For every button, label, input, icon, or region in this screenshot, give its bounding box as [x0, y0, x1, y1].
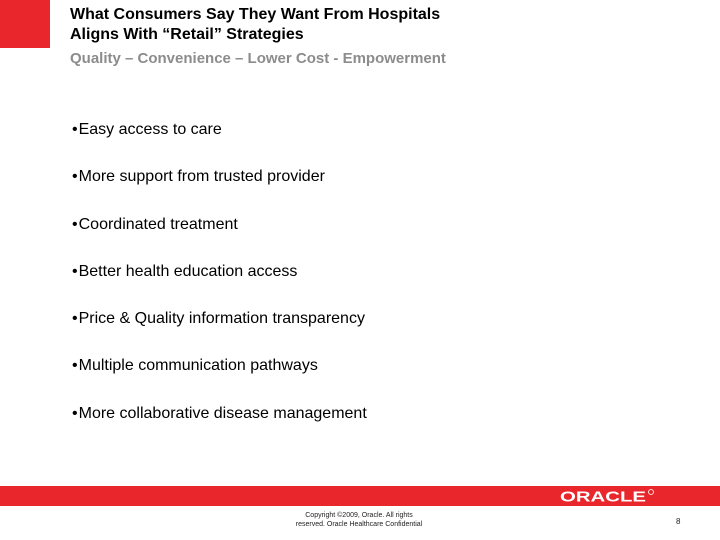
bullet-text: Price & Quality information transparency — [78, 310, 365, 328]
bullet-item — [72, 405, 367, 452]
header-red-tab — [0, 0, 50, 48]
copyright-line-2: reserved. Oracle Healthcare Confidential — [295, 521, 423, 528]
bullet-glyph: • — [72, 215, 78, 233]
bullet-glyph: • — [72, 357, 78, 375]
copyright-line-1: Copyright ©2009, Oracle. All rights — [305, 512, 413, 519]
bullet-list — [72, 121, 367, 452]
bullet-item — [72, 216, 367, 263]
bullet-text: Easy access to care — [78, 121, 222, 138]
bullet-item — [72, 263, 367, 310]
copyright-notice — [274, 511, 444, 529]
oracle-logo — [560, 488, 656, 504]
bullet-item — [72, 310, 367, 357]
slide-title — [70, 5, 690, 45]
page-number: 8 — [676, 517, 681, 526]
title-line-1: What Consumers Say They Want From Hospitals — [70, 6, 441, 23]
slide-subtitle: Quality – Convenience – Lower Cost - Empowerment — [70, 50, 446, 67]
bullet-text: More collaborative disease management — [78, 404, 367, 422]
bullet-text: More support from trusted provider — [78, 168, 325, 186]
bullet-text: Multiple communication pathways — [78, 357, 318, 375]
bullet-glyph: • — [72, 168, 78, 186]
bullet-glyph: • — [72, 262, 78, 280]
bullet-item — [72, 168, 367, 215]
bullet-glyph: • — [72, 121, 78, 138]
bullet-item — [72, 357, 367, 404]
title-line-2: Aligns With “Retail” Strategies — [70, 26, 304, 43]
bullet-item — [72, 121, 367, 168]
oracle-logo-text: ORACLE — [560, 488, 646, 504]
bullet-glyph: • — [72, 404, 78, 422]
registered-mark-icon — [649, 490, 654, 495]
bullet-text: Coordinated treatment — [78, 215, 238, 233]
bullet-glyph: • — [72, 310, 78, 328]
bullet-text: Better health education access — [78, 262, 298, 280]
